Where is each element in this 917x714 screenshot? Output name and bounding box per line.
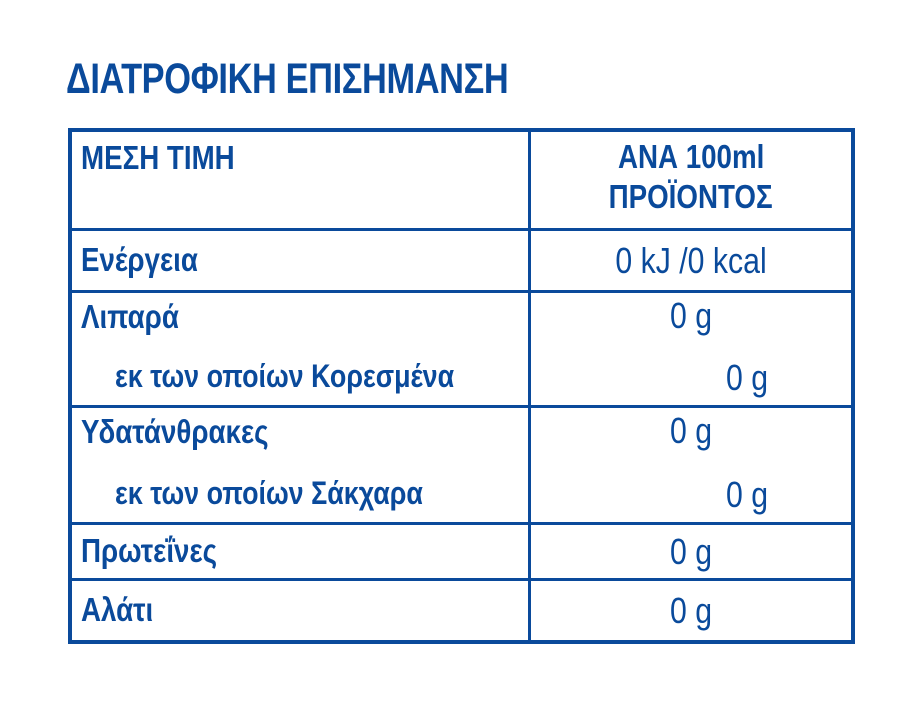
nutrition-table xyxy=(68,128,855,644)
row-energy xyxy=(72,228,851,290)
row-protein xyxy=(72,522,851,578)
page-title xyxy=(66,55,619,103)
salt-value-cell xyxy=(528,581,851,640)
row-salt xyxy=(72,578,851,640)
header-cell-mean-value xyxy=(72,132,528,228)
nutrient-value-protein: 0 g xyxy=(669,530,713,572)
nutrient-value-energy: 0 kJ /0 kcal xyxy=(615,239,767,281)
row-fat xyxy=(72,290,851,405)
carbohydrates-value-cell xyxy=(528,408,851,522)
protein-value-cell xyxy=(528,525,851,578)
page-title-text: ΔΙΑΤΡΟΦΙΚΗ ΕΠΙΣΗΜΑΝΣΗ xyxy=(66,55,509,103)
salt-label-cell xyxy=(72,581,528,640)
table-header-row xyxy=(72,132,851,228)
header-per-100ml-line1: ΑΝΑ 100ml xyxy=(617,138,765,175)
nutrient-value-fat: 0 g xyxy=(669,295,713,336)
nutrient-label-carbohydrates: Υδατάνθρακες xyxy=(81,413,269,450)
sub-nutrient-value-saturates: 0 g xyxy=(725,357,769,398)
nutrient-label-protein: Πρωτεΐνες xyxy=(81,532,218,570)
nutrient-label-salt: Αλάτι xyxy=(81,591,154,629)
header-mean-value-label: ΜΕΣΗ ΤΙΜΗ xyxy=(81,139,235,176)
sub-nutrient-label-sugars: εκ των οποίων Σάκχαρα xyxy=(115,475,423,512)
energy-label-cell xyxy=(72,231,528,290)
fat-label-cell xyxy=(72,293,528,405)
nutrient-label-fat: Λιπαρά xyxy=(81,298,179,335)
row-carbohydrates xyxy=(72,405,851,522)
fat-value-cell xyxy=(528,293,851,405)
nutrient-value-carbohydrates: 0 g xyxy=(669,410,713,451)
header-per-100ml-line2: ΠΡΟΪΟΝΤΟΣ xyxy=(609,178,773,215)
protein-label-cell xyxy=(72,525,528,578)
nutrient-label-energy: Ενέργεια xyxy=(81,241,198,279)
nutrient-value-salt: 0 g xyxy=(669,589,713,631)
sub-nutrient-label-saturates: εκ των οποίων Κορεσμένα xyxy=(115,358,455,395)
header-cell-per-100ml xyxy=(528,132,851,228)
energy-value-cell xyxy=(528,231,851,290)
carbohydrates-label-cell xyxy=(72,408,528,522)
sub-nutrient-value-sugars: 0 g xyxy=(725,474,769,515)
